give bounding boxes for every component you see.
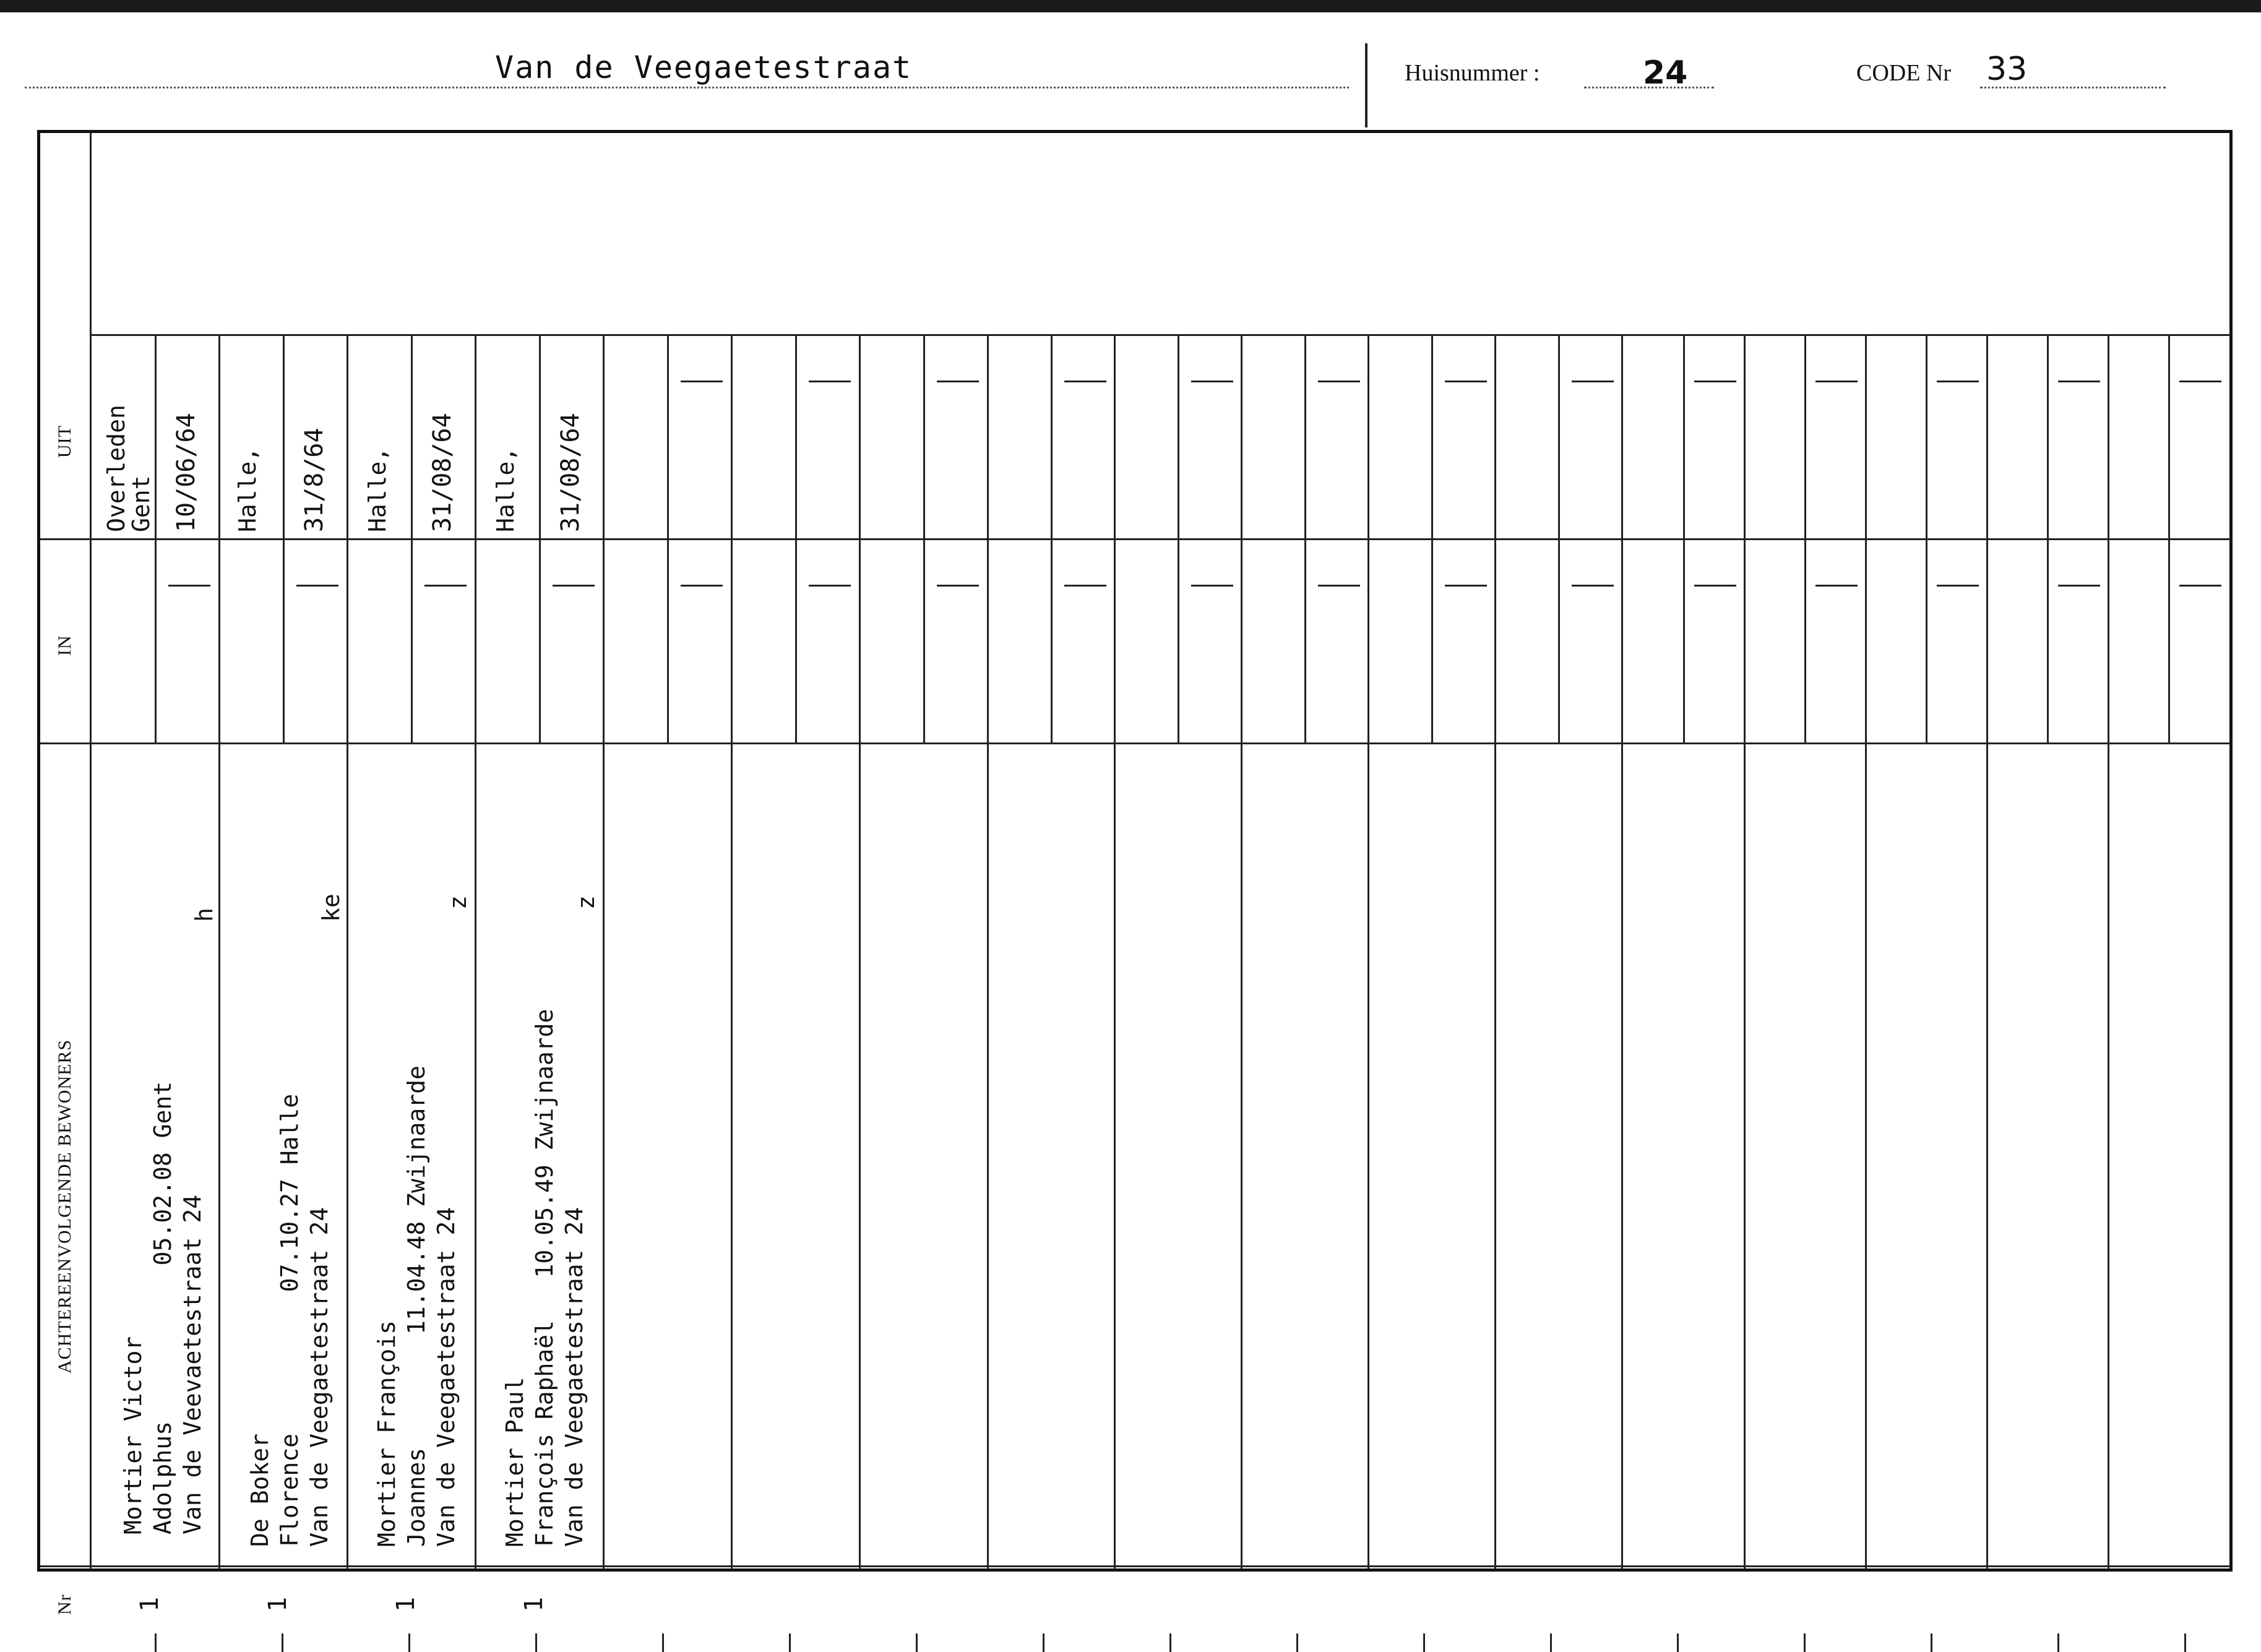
resident-mark: z xyxy=(572,895,600,910)
in-top-line xyxy=(40,538,2231,540)
uit-date: 31/8/64 xyxy=(300,428,329,532)
resident-name: De Boker xyxy=(246,1433,273,1547)
resident-mark: h xyxy=(191,908,218,922)
resident-name: Mortier Paul xyxy=(501,1377,528,1547)
resident-name: Mortier Victor xyxy=(119,1336,147,1534)
code-value: 33 xyxy=(1986,51,2028,88)
bewoners-label: ACHTEREENVOLGENDE BEWONERS xyxy=(54,1039,75,1374)
street-name: Van de Veegaetestraat xyxy=(495,49,913,85)
nr-label: Nr xyxy=(54,1594,75,1615)
top-border-bar xyxy=(0,0,2261,12)
label-column-divider xyxy=(90,133,92,1568)
nr-top-line xyxy=(40,1565,2231,1567)
resident-address: Van de Veevaetestraat 24 xyxy=(179,1194,206,1534)
in-label: IN xyxy=(54,635,75,656)
uit-place: Halle, xyxy=(234,447,261,532)
uit-date: 31/08/64 xyxy=(428,413,457,532)
uit-place: Halle, xyxy=(364,447,391,532)
resident-address: Van de Veegaetestraat 24 xyxy=(433,1207,460,1547)
resident-address: Van de Veegaetestraat 24 xyxy=(306,1207,333,1547)
huisnummer-value: 24 xyxy=(1643,54,1688,92)
street-dotted-line xyxy=(25,87,1349,88)
resident-given-birth: Adolphus 05.02.08 Gent xyxy=(149,1081,176,1534)
resident-given-birth: Joannes 11.04.48 Zwijnaarde xyxy=(403,1065,430,1547)
huisnummer-label: Huisnummer : xyxy=(1405,60,1540,86)
in-dash xyxy=(168,585,210,587)
resident-nr: 1 xyxy=(392,1596,421,1612)
in-dash xyxy=(296,585,338,587)
uit-date: 10/06/64 xyxy=(172,413,200,532)
resident-mark: ke xyxy=(317,893,345,922)
in-dash xyxy=(553,585,595,587)
resident-address: Van de Veegaetestraat 24 xyxy=(561,1207,588,1547)
resident-given-birth: Florence 07.10.27 Halle xyxy=(276,1093,303,1547)
uit-place: Halle, xyxy=(492,447,519,532)
uit-place: Overleden Gent xyxy=(103,405,155,532)
resident-nr: 1 xyxy=(520,1596,549,1612)
header-divider xyxy=(1365,43,1367,127)
in-dash xyxy=(424,585,467,587)
bewoners-top-line xyxy=(40,742,2231,744)
resident-mark: z xyxy=(444,895,472,910)
resident-name: Mortier François xyxy=(373,1320,400,1547)
code-label: CODE Nr xyxy=(1856,60,1952,86)
uit-date: 31/08/64 xyxy=(556,413,585,532)
resident-given-birth: François Raphaël 10.05.49 Zwijnaarde xyxy=(531,1009,558,1547)
resident-nr: 1 xyxy=(136,1596,165,1612)
register-form xyxy=(37,130,2233,1572)
uit-label: UIT xyxy=(54,425,75,458)
bottom-ticks xyxy=(37,1633,2233,1652)
resident-nr: 1 xyxy=(264,1596,293,1612)
